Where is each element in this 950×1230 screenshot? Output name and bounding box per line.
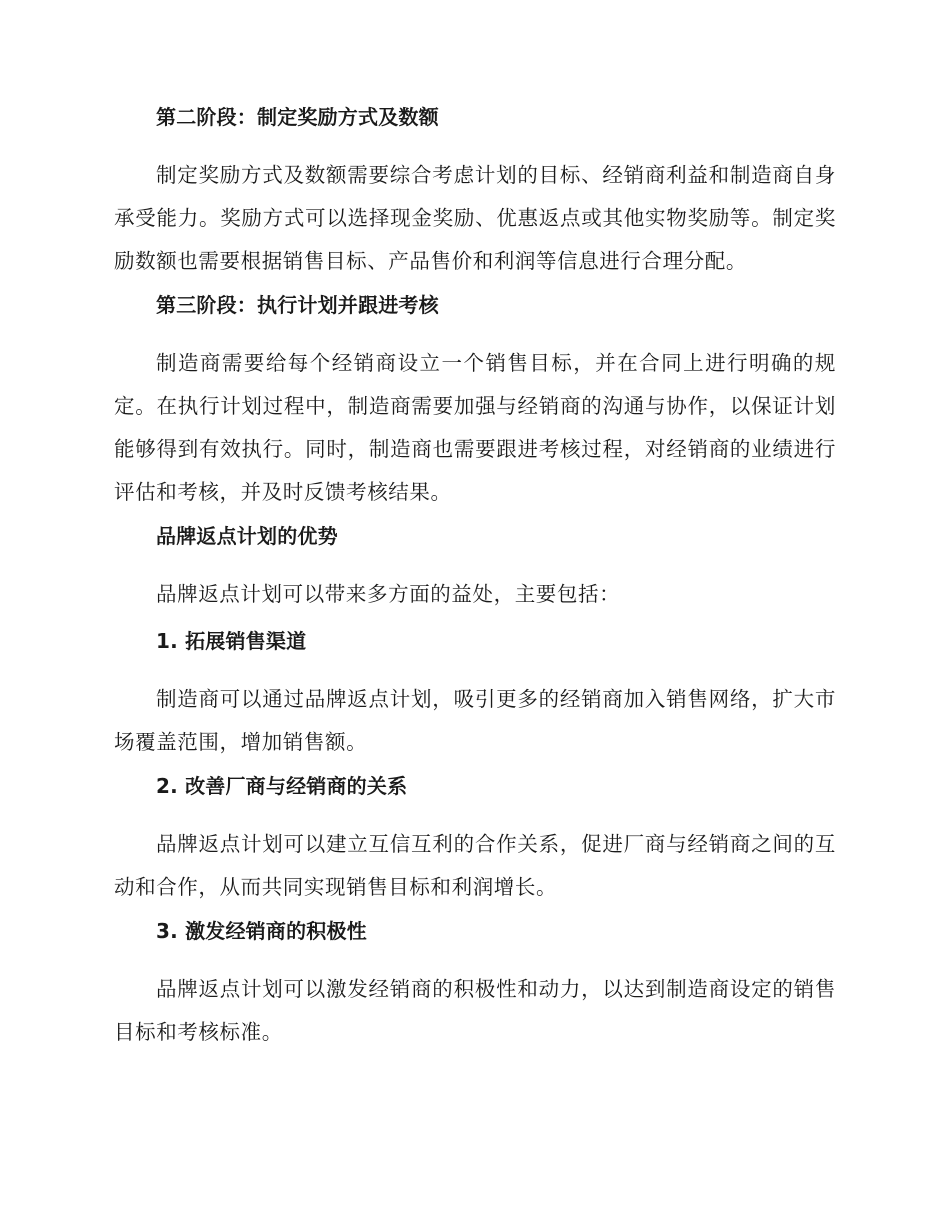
section-heading-stage-three: 第三阶段：执行计划并跟进考核 <box>156 293 439 317</box>
section-heading-stage-two: 第二阶段：制定奖励方式及数额 <box>156 105 439 129</box>
subheading-expand-channels: 1. 拓展销售渠道 <box>156 629 307 653</box>
subheading-motivate-dealers: 3. 激发经销商的积极性 <box>156 919 367 943</box>
paragraph-expand-channels: 制造商可以通过品牌返点计划，吸引更多的经销商加入销售网络，扩大市场覆盖范围，增加销售额。 <box>114 687 836 754</box>
paragraph-stage-two: 制定奖励方式及数额需要综合考虑计划的目标、经销商利益和制造商自身承受能力。奖励方式可以选择现金奖励、优惠返点或其他实物奖励等。制定奖励数额也需要根据销售目标、产品售价和利润等信息进行合理分配。 <box>114 163 836 273</box>
subheading-improve-relations: 2. 改善厂商与经销商的关系 <box>156 774 408 798</box>
section-heading-advantages: 品牌返点计划的优势 <box>156 524 338 548</box>
paragraph-improve-relations: 品牌返点计划可以建立互信互利的合作关系，促进厂商与经销商之间的互动和合作，从而共同实现销售目标和利润增长。 <box>114 832 836 899</box>
paragraph-advantages-intro: 品牌返点计划可以带来多方面的益处，主要包括： <box>156 582 621 606</box>
paragraph-stage-three: 制造商需要给每个经销商设立一个销售目标，并在合同上进行明确的规定。在执行计划过程中，制造商需要加强与经销商的沟通与协作，以保证计划能够得到有效执行。同时，制造商也需要跟进考核过程，对经销商的业绩进行评估和考核，并及时反馈考核结果。 <box>114 351 836 504</box>
paragraph-motivate-dealers: 品牌返点计划可以激发经销商的积极性和动力，以达到制造商设定的销售目标和考核标准。 <box>114 977 836 1044</box>
